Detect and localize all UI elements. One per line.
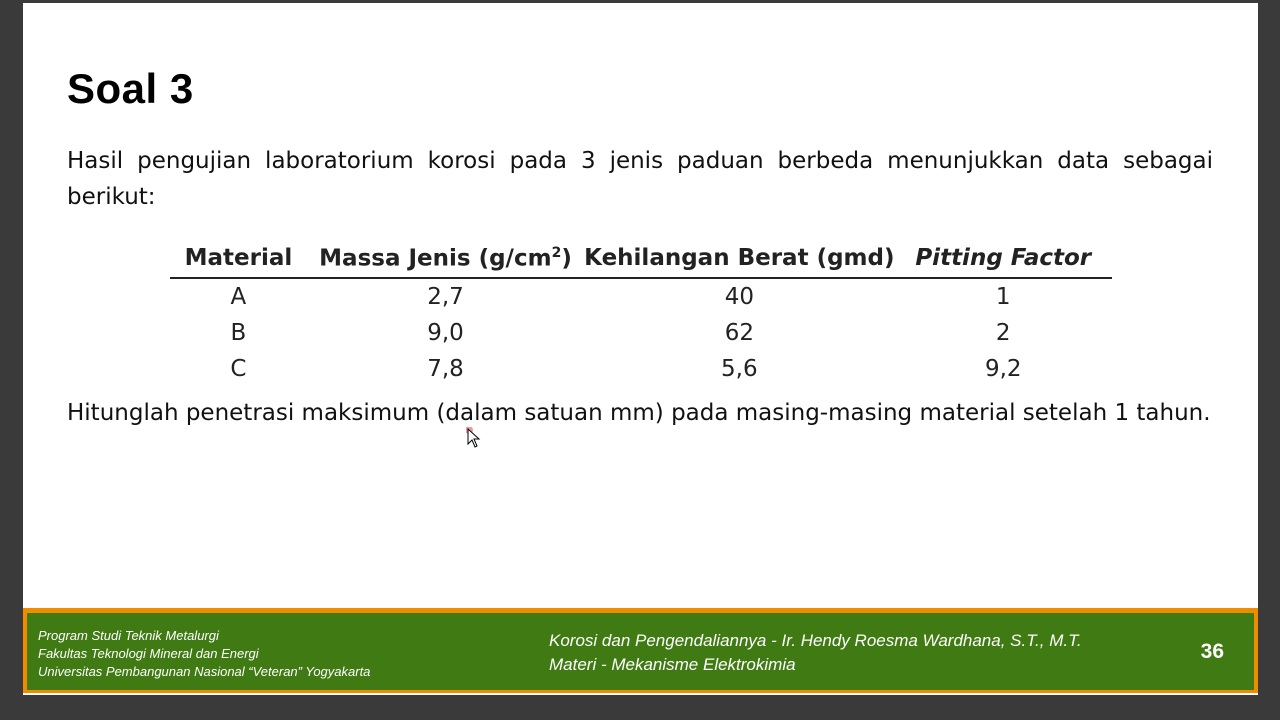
- question-paragraph: Hitunglah penetrasi maksimum (dalam satuan mm) pada masing-masing material setelah 1 tahun.: [67, 400, 1211, 426]
- slide-footer: [23, 608, 1258, 693]
- header-density-sup: 2: [551, 244, 562, 261]
- slide-title: Soal 3: [67, 65, 194, 112]
- table-row: [170, 315, 1112, 351]
- header-density: [307, 239, 584, 278]
- header-material: Material: [170, 239, 307, 278]
- program-name: Program Studi Teknik Metalurgi: [38, 628, 219, 643]
- cell-density: 7,8: [427, 356, 464, 382]
- cell-density: 9,0: [427, 320, 464, 346]
- mouse-pointer-icon: [466, 427, 482, 449]
- header-pitting-factor: Pitting Factor: [895, 239, 1113, 278]
- cell-weight-loss: 62: [724, 320, 754, 346]
- course-title: Korosi dan Pengendaliannya - Ir. Hendy Roesma Wardhana, S.T., M.T.: [549, 631, 1082, 650]
- university-name: Universitas Pembangunan Nasional “Veteran” Yogyakarta: [38, 664, 371, 679]
- course-topic: Materi - Mekanisme Elektrokimia: [549, 655, 796, 674]
- data-table-container: [170, 239, 1112, 387]
- faculty-name: Fakultas Teknologi Mineral dan Energi: [38, 646, 259, 661]
- cell-pitting-factor: 1: [995, 284, 1011, 310]
- cell-material: A: [230, 284, 247, 310]
- footer-band: [27, 613, 1254, 690]
- cell-material: C: [230, 356, 247, 382]
- table-header-row: [170, 239, 1112, 278]
- presentation-slide: [23, 3, 1258, 695]
- course-info: [549, 629, 1082, 677]
- header-density-close: ): [561, 245, 572, 272]
- cell-pitting-factor: 9,2: [984, 356, 1022, 382]
- cell-material: B: [230, 320, 247, 346]
- institution-info: [38, 627, 370, 681]
- cell-density: 2,7: [427, 284, 464, 310]
- cell-weight-loss: 5,6: [721, 356, 758, 382]
- cell-pitting-factor: 2: [995, 320, 1011, 346]
- data-table: [170, 239, 1112, 387]
- header-density-text: Massa Jenis (g/cm: [319, 245, 552, 272]
- header-weight-loss: Kehilangan Berat (gmd): [584, 239, 894, 278]
- table-row: [170, 351, 1112, 387]
- intro-paragraph: Hasil pengujian laboratorium korosi pada 3 jenis paduan berbeda menunjukkan data sebagai berikut:: [67, 148, 1213, 210]
- page-number: 36: [1200, 640, 1224, 663]
- cell-weight-loss: 40: [724, 284, 754, 310]
- table-row: [170, 278, 1112, 315]
